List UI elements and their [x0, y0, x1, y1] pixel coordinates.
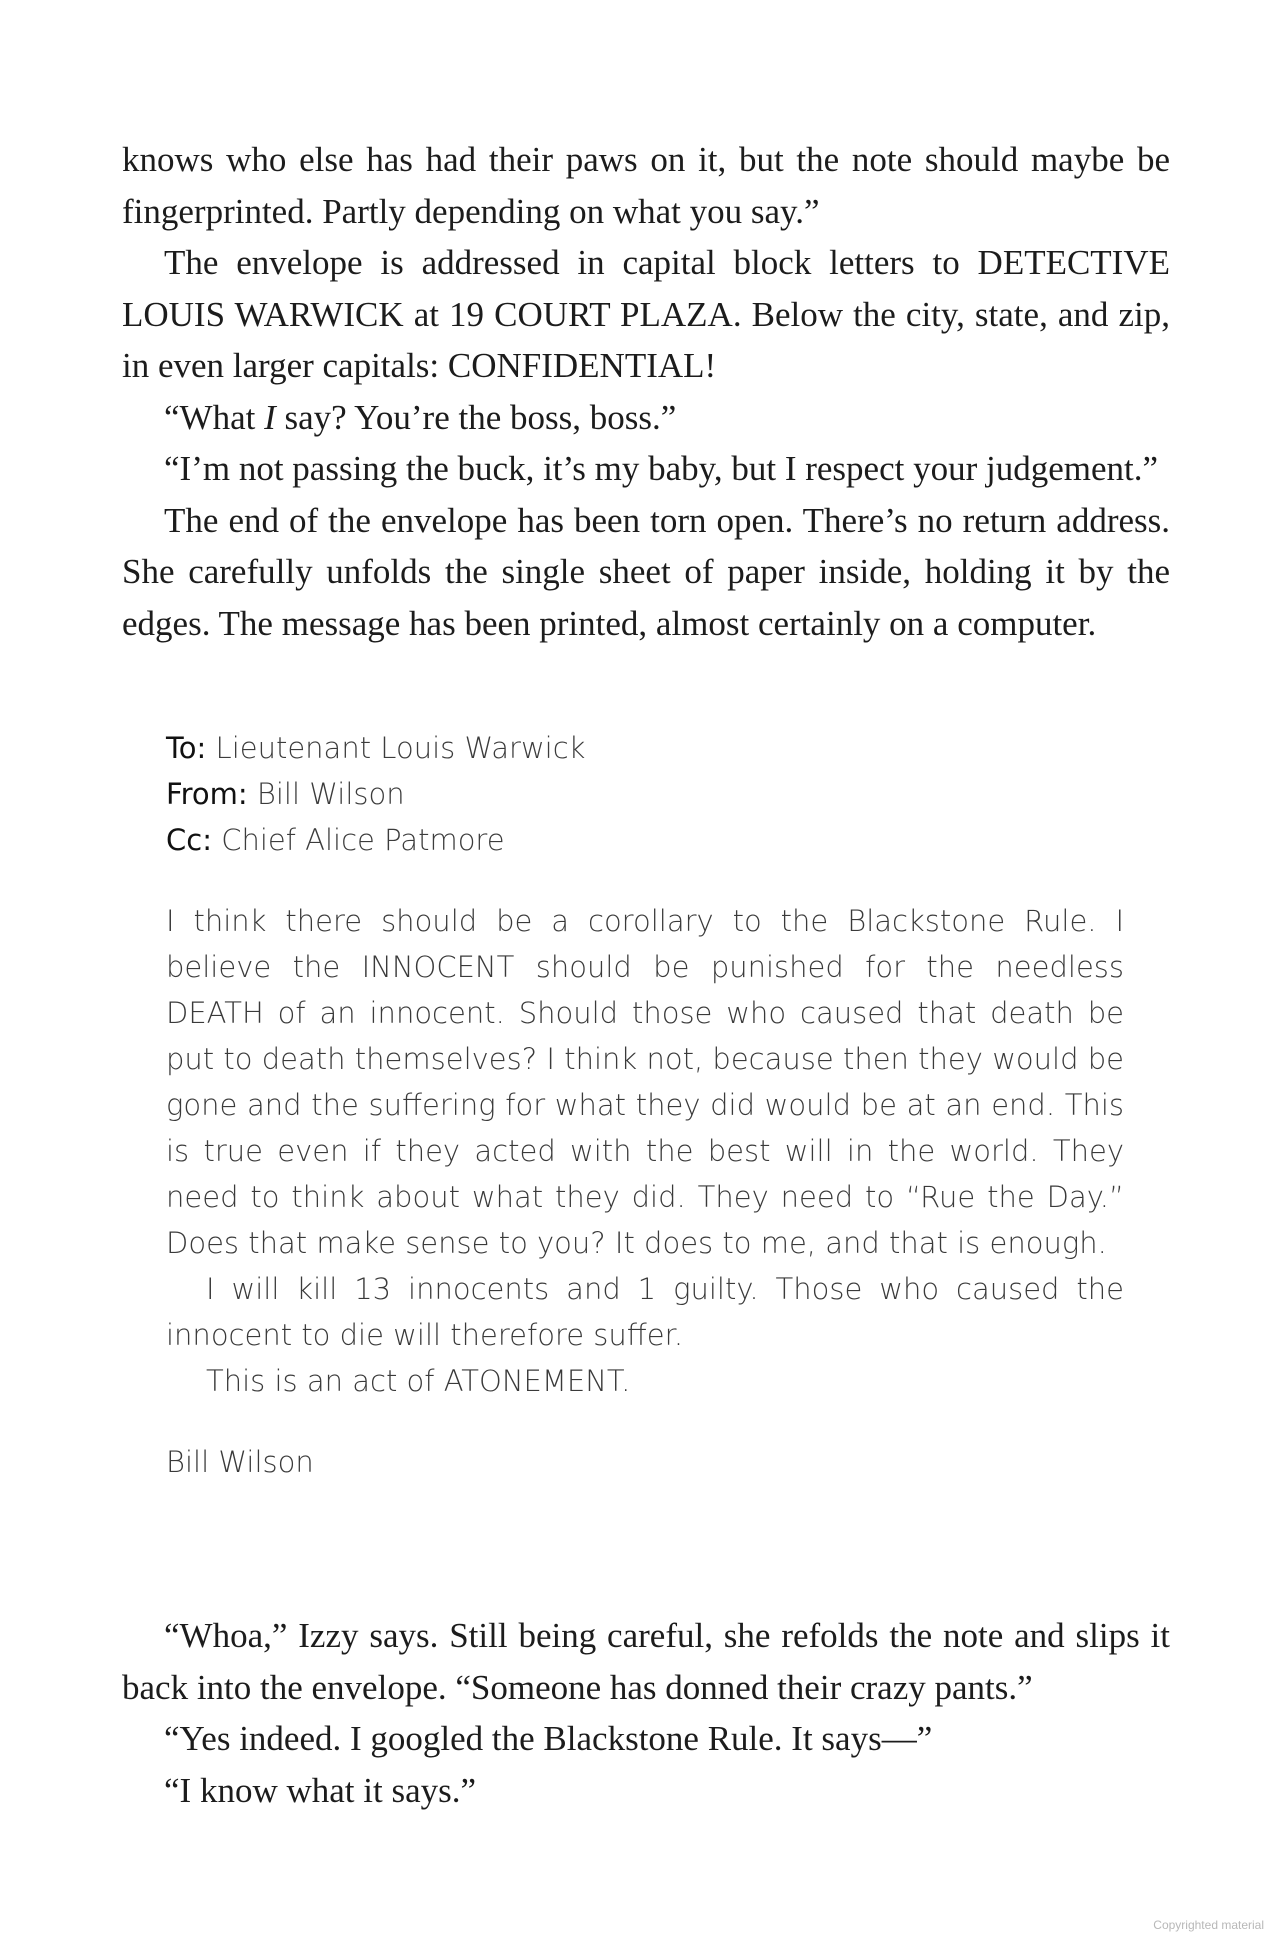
paragraph-whoa: “Whoa,” Izzy says. Still being careful, she refolds the note and slips it back into the envelope. “Someone has donned their crazy pants.”	[122, 1616, 1170, 1707]
letter-cc-label: Cc	[166, 823, 203, 857]
letter-to-value: Lieutenant Louis Warwick	[215, 731, 586, 765]
letter-cc-value: Chief Alice Patmore	[221, 823, 505, 857]
letter-from-line: From: Bill Wilson	[166, 777, 405, 811]
paragraph-i-know: “I know what it says.”	[164, 1770, 477, 1810]
dialogue-italic-i: I	[264, 397, 276, 437]
narrative-top	[122, 134, 1170, 649]
printed-letter	[166, 725, 1124, 1485]
letter-paragraph-kill: I will kill 13 innocents and 1 guilty. Those who caused the innocent to die will therefore suffer.	[166, 1272, 1124, 1352]
letter-paragraph-atonement: This is an act of ATONEMENT.	[206, 1364, 631, 1398]
paragraph-what-i-say	[122, 392, 1170, 444]
paragraph-googled: “Yes indeed. I googled the Blackstone Rule. It says—”	[164, 1719, 933, 1758]
paragraph-passing-buck: “I’m not passing the buck, it’s my baby, but I respect your judgement.”	[164, 449, 1159, 488]
paragraph-envelope-address: The envelope is addressed in capital block letters to DETECTIVE LOUIS WARWICK at 19 COURT PLAZA. Below the city, state, and zip, in even larger capitals: CONFIDENTIAL!	[122, 243, 1170, 385]
letter-paragraph-corollary: I think there should be a corollary to the Blackstone Rule. I believe the INNOCENT should be punished for the needless DEATH of an innocent. Should those who caused that death be put to death themselves? I think not, because then they would be gone and the suffering for what they did would be at an end. This is true even if they acted with the best will in the world. They need to think about what they did. They need to “Rue the Day.” Does that make sense to you? It does to me, and that is enough.	[166, 904, 1124, 1260]
letter-from-label: From	[166, 777, 238, 811]
letter-to-label: To	[166, 731, 197, 765]
dialogue-what-before: “What	[164, 397, 265, 437]
letter-body	[166, 898, 1124, 1404]
letter-signature: Bill Wilson	[166, 1445, 314, 1479]
paragraph-envelope-torn: The end of the envelope has been torn open. There’s no return address. She carefully unfolds the single sheet of paper inside, holding it by the edges. The message has been printed, almost certainly on a computer.	[122, 500, 1170, 643]
dialogue-what-after: say? You’re the boss, boss.”	[275, 397, 677, 437]
letter-to-line: To: Lieutenant Louis Warwick	[166, 731, 586, 765]
letter-from-value: Bill Wilson	[256, 777, 405, 811]
letter-cc-line: Cc: Chief Alice Patmore	[166, 823, 505, 857]
paragraph-fingerprinted: knows who else has had their paws on it, but the note should maybe be fingerprinted. Partly depending on what you say.”	[122, 140, 1170, 231]
narrative-bottom	[122, 1610, 1170, 1816]
copyright-watermark: Copyrighted material	[1153, 1918, 1264, 1932]
